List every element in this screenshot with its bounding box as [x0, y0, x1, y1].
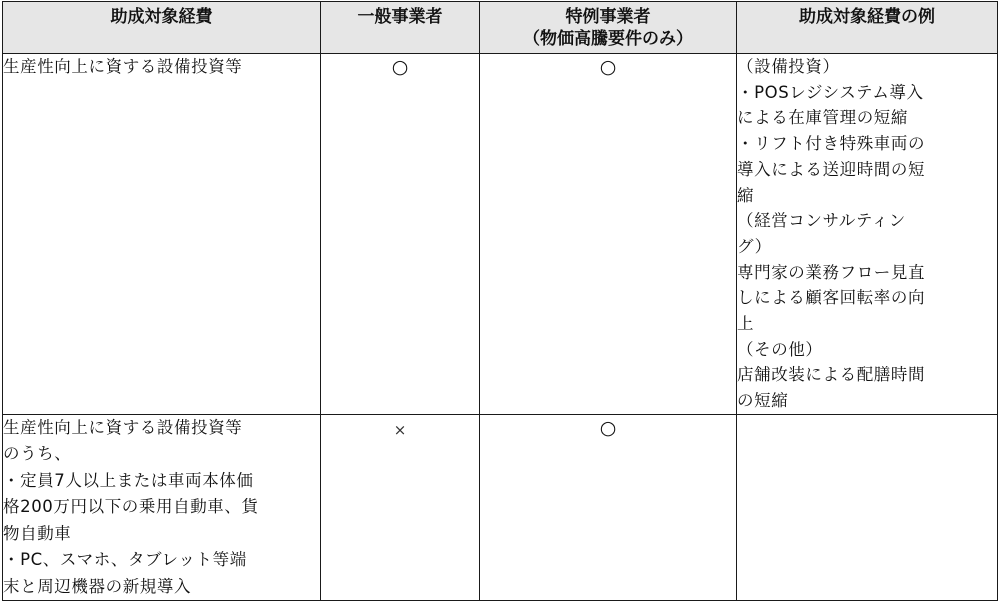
special-eligibility-cell: ○ — [480, 54, 737, 415]
examples-cell-empty — [737, 414, 998, 601]
subsidy-expense-table — [2, 1, 998, 601]
header-expense-examples: 助成対象経費の例 — [737, 2, 998, 54]
header-special-business: 特例事業者 （物価高騰要件のみ） — [480, 2, 737, 54]
special-eligibility-cell: ○ — [480, 414, 737, 601]
general-eligibility-cell: × — [321, 414, 480, 601]
expense-cell: 生産性向上に資する設備投資等 — [3, 54, 321, 415]
examples-cell: （設備投資） ・POSレジシステム導入 による在庫管理の短縮 ・リフト付き特殊車両の 導入による送迎時間の短 縮 （経営コンサルティン グ） 専門家の業務フロー見直 しによる顧客回転率の向 上 （その他） 店舗改装による配膳時間 の短縮 — [737, 54, 998, 415]
header-expense: 助成対象経費 — [3, 2, 321, 54]
expense-cell: 生産性向上に資する設備投資等 のうち、 ・定員7人以上または車両本体価 格200万円以下の乗用自動車、貨 物自動車 ・PC、スマホ、タブレット等端 末と周辺機器の新規導入 — [3, 414, 321, 601]
header-general-business: 一般事業者 — [321, 2, 480, 54]
table-row — [3, 414, 998, 601]
table-row — [3, 54, 998, 415]
general-eligibility-cell: ○ — [321, 54, 480, 415]
header-row — [3, 2, 998, 54]
